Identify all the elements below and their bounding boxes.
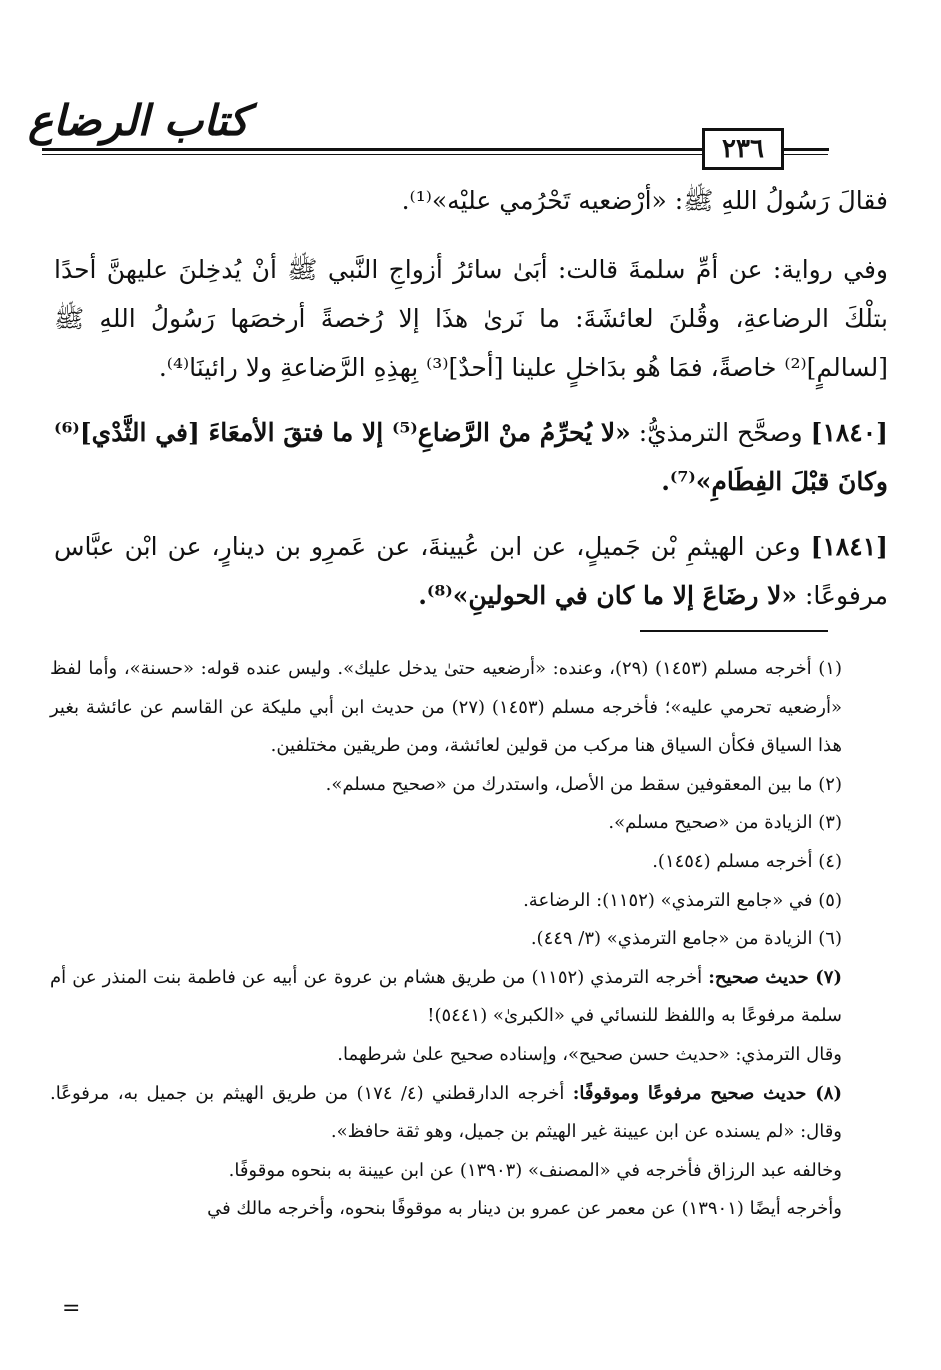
page-number-tick: [781, 148, 829, 151]
footnote-8-continued: وخالفه عبد الرزاق فأخرجه في «المصنف» (١٣٩٠٣) عن ابن عيينة به بنحوه موقوفًا.: [228, 1159, 842, 1181]
page-header: [0, 96, 941, 166]
footnote-8-label: (٨) حديث صحيح مرفوعًا وموقوفًا:: [572, 1082, 842, 1104]
hadith-number: [١٨٤١]: [810, 532, 888, 561]
footnote-5: (٥) في «جامع الترمذي» (١١٥٢): الرضاعة.: [523, 889, 842, 911]
footnote-7-label: (٧) حديث صحيح:: [708, 966, 842, 988]
footnote-6: (٦) الزيادة من «جامع الترمذي» (٣/ ٤٤٩).: [530, 928, 842, 950]
footnote-1: (١) أخرجه مسلم (١٤٥٣) (٢٩)، وعنده: «أرضعيه حتىٰ يدخل عليك». وليس عنده قوله: «حسنة»، وأما لفظ «أرضعيه تحرمي عليه»؛ فأخرجه مسلم (١٤٥٣) (٢٧) من حديث ابن أبي مليكة عن القاسم عن عائشة بغير هذا السياق فكأن السياق هنا مركب من قولين لعائشة، ومن طريقين مختلفين.: [50, 658, 843, 757]
footnote-7-continued: وقال الترمذي: «حديث حسن صحيح»، وإسناده صحيح علىٰ شرطهما.: [337, 1043, 842, 1065]
footnote-7-text: أخرجه الترمذي (١١٥٢) من طريق هشام بن عروة عن أبيه عن فاطمة بنت المنذر عن أم سلمة مرفوعًا به واللفظ للنسائي في «الكبرىٰ» (٥٤٤١)!: [50, 966, 842, 1027]
footnote-8: [50, 1075, 892, 1152]
hadith-1841: [54, 522, 888, 620]
hadith-1840: [54, 408, 888, 506]
footnote-4: (٤) أخرجه مسلم (١٤٥٤).: [652, 850, 842, 872]
hadith-intro: وعن الهيثمِ بْن جَميلٍ، عن ابن عُيينةَ، عن عَمرِو بن دينارٍ، عن ابْن عبَّاس مرفوعًا:: [54, 532, 888, 610]
paragraph-1: فقالَ رَسُولُ اللهِ ﷺ: «أرْضعيه تَحْرُمي عليْه»⁽¹⁾.: [401, 186, 888, 215]
footnotes: [50, 650, 892, 1229]
footnote-separator: [640, 630, 828, 632]
page-number: ٢٣٦: [702, 128, 784, 170]
footnote-8-text: أخرجه الدارقطني (٤/ ١٧٤) من طريق الهيثم بن جميل به، مرفوعًا. وقال: «لم يسنده عن ابن عيينة غير الهيثم بن جميل، وهو ثقة حافظ».: [50, 1082, 842, 1143]
hadith-intro: وصحَّح الترمذيُّ:: [638, 418, 803, 447]
paragraph-2: وفي رواية: عن أمِّ سلمةَ قالت: أبَىٰ سائرُ أزواجِ النَّبي ﷺ أنْ يُدخِلنَ عليهنَّ أحدًا بتلْكَ الرضاعةِ، وقُلنَ لعائشَةَ: ما نَرىٰ هذَا إلا رُخصةً أرخصَها رَسُولُ اللهِ ﷺ [لسالمٍ]⁽²⁾ خاصةً، فمَا هُو بدَاخلٍ علينا [أحدٌ]⁽³⁾ بِهذِهِ الرَّضاعةِ ولا رائينَا⁽⁴⁾.: [54, 255, 888, 382]
main-text: [54, 176, 888, 636]
footnote-2: (٢) ما بين المعقوفين سقط من الأصل، واستدرك من «صحيح مسلم».: [325, 773, 842, 795]
footnote-3: (٣) الزيادة من «صحيح مسلم».: [608, 812, 842, 834]
continued-mark: =: [62, 1296, 81, 1321]
footnote-7: [50, 959, 892, 1036]
footnote-8-continued-2: وأخرجه أيضًا (١٣٩٠١) عن معمر عن عمرو بن دينار به موقوفًا بنحوه، وأخرجه مالك في: [207, 1198, 842, 1220]
hadith-quote: «لا يُحرِّمُ منْ الرَّضاعِ⁽⁵⁾ إلا ما فتقَ الأمعَاءَ [في الثَّدْي]⁽⁶⁾ وكانَ قبْلَ الفِطَامِ»⁽⁷⁾.: [54, 418, 888, 496]
hadith-quote: «لا رضَاعَ إلا ما كان في الحولينِ»⁽⁸⁾.: [418, 581, 798, 610]
hadith-number: [١٨٤٠]: [810, 418, 888, 447]
book-title: كتاب الرضاع: [28, 96, 249, 145]
